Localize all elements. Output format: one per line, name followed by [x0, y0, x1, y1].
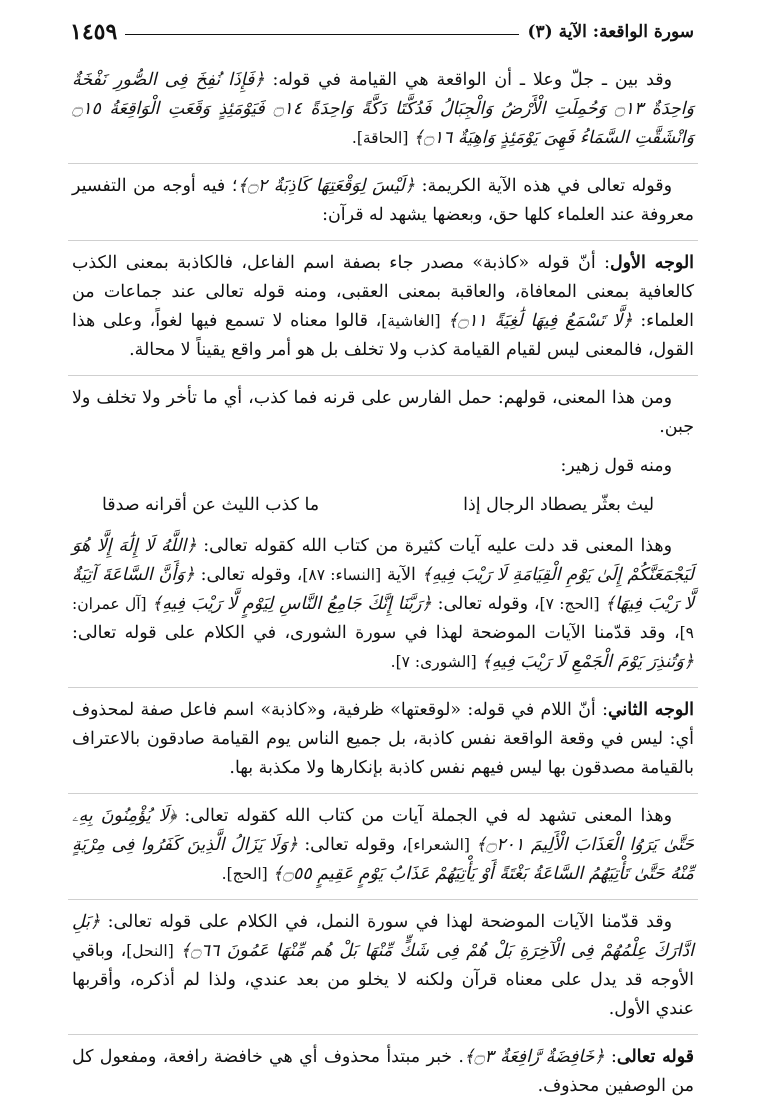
quran-quote: ﴿لَيْسَ لِوَقْعَتِهَا كَاذِبَةٌ ۝٢﴾ [237, 176, 415, 196]
surah-reference: [الشورى: ٧]. [390, 653, 482, 671]
paragraph-7 [72, 696, 694, 783]
quran-quote: ﴿وَلَا يَزَالُ الَّذِينَ كَفَرُوا فِى مِرْيَةٍ مِّنْهُ حَتَّىٰ تَأْتِيَهُمُ السَّاعَةُ بَغْتَةً أَوْ يَأْتِيَهُمْ عَذَابُ يَوْمٍ عَقِيمٍ ۝٥٥﴾ [72, 835, 694, 884]
quran-quote: ﴿لَا يُؤْمِنُونَ بِهِۦ حَتَّىٰ يَرَوُا الْعَذَابَ الْأَلِيمَ ۝٢٠١﴾ [72, 806, 694, 855]
paragraph-text: وهذا المعنى تشهد له في الجملة آيات من كتاب الله كقوله تعالى: [176, 806, 672, 826]
paragraph-10 [72, 1043, 694, 1101]
quran-quote: ﴿بَلِ ادَّارَكَ عِلْمُهُمْ فِى الْآخِرَةِ بَلْ هُمْ فِى شَكٍّ مِّنْهَا بَلْ هُم مِّنْهَا عَمُونَ ۝٦٦﴾ [72, 912, 694, 961]
surah-reference: [الحج: ٧] [539, 595, 605, 613]
header-rule [125, 34, 519, 35]
surah-reference: [الشعراء] [407, 836, 476, 854]
paragraph-text: وهذا المعنى قد دلت عليه آيات كثيرة من كتاب الله كقوله تعالى: [196, 536, 672, 556]
section-label: الوجه الثاني [607, 700, 694, 720]
paragraph-6 [72, 532, 694, 677]
paragraph-divider [68, 793, 698, 794]
surah-reference: [الغاشية] [381, 312, 448, 330]
paragraph-text: ومنه قول زهير: [560, 456, 672, 476]
paragraph-4 [72, 384, 694, 442]
page-number: ١٤٥٩ [70, 19, 118, 45]
quran-quote: ﴿وَأَنَّ السَّاعَةَ آتِيَةٌ لَّا رَيْبَ فِيهَا﴾ [72, 565, 694, 614]
paragraph-5 [72, 452, 694, 481]
quran-quote: ﴿وَتُنذِرَ يَوْمَ الْجَمْعِ لَا رَيْبَ فِيهِ﴾ [481, 652, 694, 672]
surah-reference: [الحاقة]. [351, 129, 414, 147]
paragraph-text: ، وقوله تعالى: [431, 594, 540, 614]
paragraph-text: : أنّ قوله «كاذبة» مصدر جاء بصفة اسم الفاعل، فالكاذبة بمعنى الكذب كالعافية بمعنى المعافاة، والعاقبة بمعنى العقبى، ومنه قوله تعالى عند جماعات من العلماء: [72, 253, 694, 331]
page-header [70, 14, 694, 50]
surah-title: سورة الواقعة: الآية (٣) [527, 22, 694, 42]
paragraph-text: ، وقوله تعالى: [297, 835, 408, 855]
paragraph-1 [72, 66, 694, 153]
paragraph-8 [72, 802, 694, 889]
section-label: قوله تعالى [616, 1047, 694, 1067]
paragraph-divider [68, 1034, 698, 1035]
paragraph-3 [72, 249, 694, 365]
paragraph-2 [72, 172, 694, 230]
paragraph-text: ومن هذا المعنى، قولهم: حمل الفارس على قرنه فما كذب، أي ما تأخر ولا تخلف ولا جبن. [72, 388, 694, 437]
paragraph-text: : أنّ اللام في قوله: «لوقعتها» ظرفية، و«كاذبة» اسم فاعل صفة لمحذوف أي: ليس في وقعة الواقعة نفس كاذبة، بل جميع الناس يوم القيامة صادقون بالاعتراف بالقيامة مصدقون بها ليس فيهم نفس كاذبة بإنكارها ولا مكذبة بها. [72, 700, 694, 778]
paragraph-divider [68, 375, 698, 376]
page-content [72, 66, 694, 1111]
quran-quote: ﴿لَّا تَسْمَعُ فِيهَا لَٰغِيَةً ۝١١﴾ [447, 311, 633, 331]
poetry-hemistich-second: ما كذب الليث عن أقرانه صدقا [102, 495, 320, 515]
paragraph-text: ؛ فيه أوجه من التفسير معروفة عند العلماء كلها حق، وبعضها يشهد له قرآن: [72, 176, 694, 225]
quran-quote: ﴿فَإِذَا نُفِخَ فِى الصُّورِ نَفْخَةٌ وَاحِدَةٌ ۝١٣ وَحُمِلَتِ الْأَرْضُ وَالْجِبَالُ فَدُكَّتَا دَكَّةً وَاحِدَةً ۝١٤ فَيَوْمَئِذٍ وَقَعَتِ الْوَاقِعَةُ ۝١٥ وَانْشَقَّتِ السَّمَاءُ فَهِىَ يَوْمَئِذٍ وَاهِيَةٌ ۝١٦﴾ [72, 70, 694, 148]
quran-quote: ﴿خَافِضَةٌ رَّافِعَةٌ ۝٣﴾ [463, 1047, 605, 1067]
paragraph-text: ، وقوله تعالى: [194, 565, 303, 585]
quran-quote: ﴿رَبَّنَا إِنَّكَ جَامِعُ النَّاسِ لِيَوْمٍ لَّا رَيْبَ فِيهِ﴾ [151, 594, 432, 614]
paragraph-divider [68, 899, 698, 900]
paragraph-text: : [604, 1047, 617, 1067]
paragraph-divider [68, 240, 698, 241]
surah-reference: [آل عمران: ٩] [72, 595, 694, 642]
surah-reference: [النحل] [126, 942, 181, 960]
paragraph-text: وقوله تعالى في هذه الآية الكريمة: [414, 176, 673, 196]
section-label: الوجه الأول [610, 253, 694, 273]
paragraph-text: وقد قدّمنا الآيات الموضحة لهذا في سورة النمل، في الكلام على قوله تعالى: [100, 912, 673, 932]
paragraph-text: ، وقد قدّمنا الآيات الموضحة لهذا في سورة الشورى، في الكلام على قوله تعالى: [72, 623, 680, 643]
paragraph-text: ، وباقي الأوجه قد يدل على معناه قرآن ولكنه لا يخلو من بعد عندي، ولذا لم أذكره، وأقربها عندي الأول. [72, 941, 694, 1019]
paragraph-text: وقد بين ـ جلّ وعلا ـ أن الواقعة هي القيامة في قوله: [264, 70, 672, 90]
paragraph-text: . خبر مبتدأ محذوف أي هي خافضة رافعة، ومفعول كل من الوصفين محذوف. [72, 1047, 694, 1096]
poetry-hemistich-first: ليث بعثّر يصطاد الرجال إذا [463, 495, 654, 515]
quran-quote: ﴿اللَّهُ لَا إِلَٰهَ إِلَّا هُوَ لَيَجْمَعَنَّكُمْ إِلَىٰ يَوْمِ الْقِيَامَةِ لَا رَيْبَ فِيهِ﴾ [72, 536, 694, 585]
paragraph-text: الآية [381, 565, 422, 585]
paragraph-divider [68, 163, 698, 164]
surah-reference: [الحج]. [221, 865, 273, 883]
paragraph-9 [72, 908, 694, 1024]
paragraph-divider [68, 687, 698, 688]
paragraph-text: ، قالوا معناه لا تسمع فيها لغواً، وعلى هذا القول، فالمعنى ليس لقيام القيامة كذب ولا تخلف بل هو أمر واقع يقيناً لا محالة. [72, 311, 694, 360]
surah-reference: [النساء: ٨٧] [302, 566, 382, 584]
poetry-verse [72, 491, 694, 520]
